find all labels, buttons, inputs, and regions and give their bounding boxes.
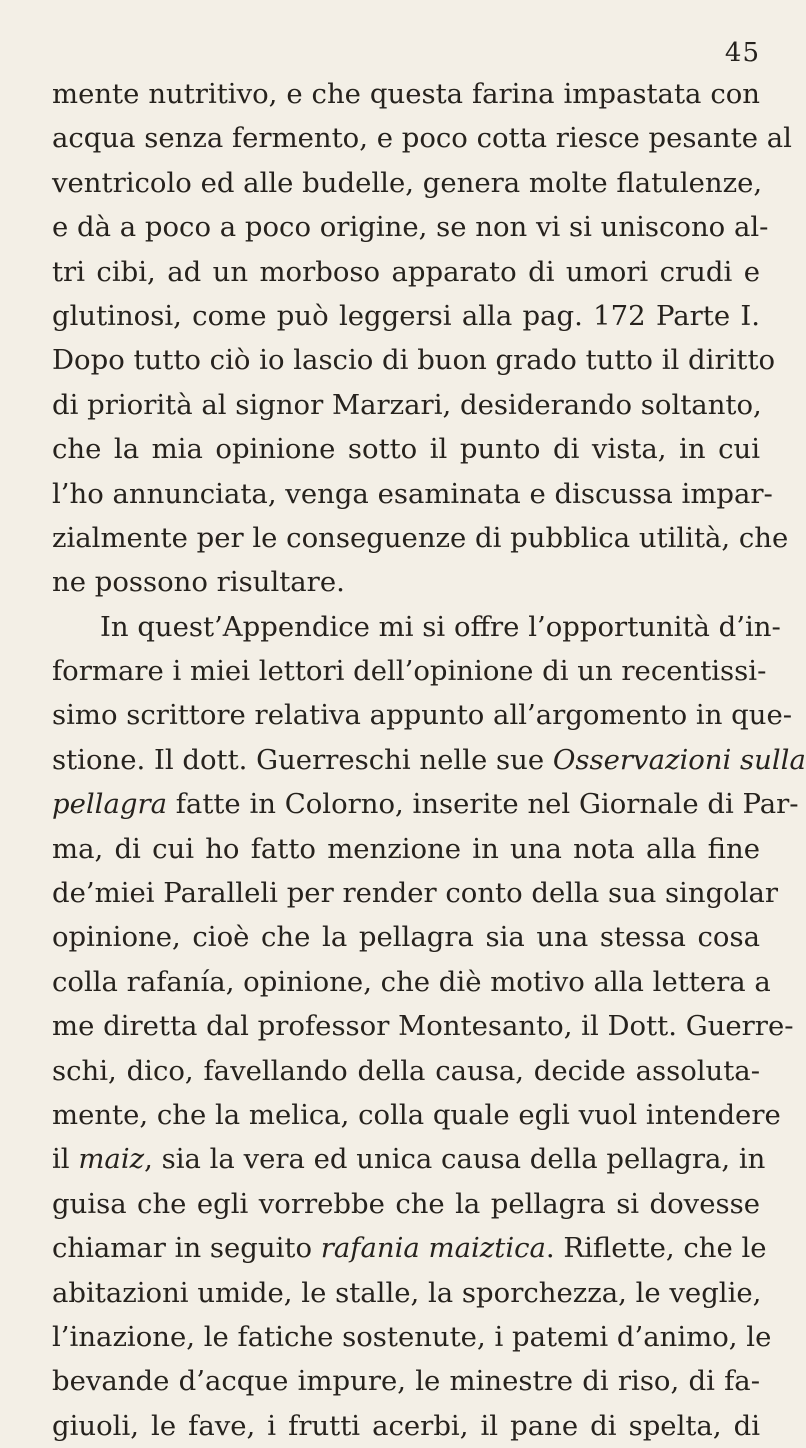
text-run: bevande d’acque impure, le minestre di riso, di fa- bbox=[52, 1365, 760, 1398]
text-run: ne possono risultare. bbox=[52, 566, 345, 599]
text-line bbox=[52, 738, 806, 782]
text-run: colla rafanía, opinione, che diè motivo alla lettera a bbox=[52, 965, 771, 998]
page-number: 45 bbox=[724, 38, 760, 68]
text-run: acqua senza fermento, e poco cotta riesce pesante al bbox=[52, 122, 792, 155]
text-line bbox=[52, 338, 776, 382]
text-line bbox=[52, 782, 799, 826]
italic-text: rafania maiztica bbox=[320, 1232, 546, 1265]
text-run: mente nutritivo, e che questa farina impastata con bbox=[52, 78, 760, 110]
text-run: abitazioni umide, le stalle, la sporchezza, le veglie, bbox=[52, 1276, 762, 1309]
text-line bbox=[52, 1093, 781, 1137]
text-run: de’miei Paralleli per render conto della sua singolar bbox=[52, 877, 779, 910]
text-line bbox=[52, 472, 773, 516]
text-run: di priorità al signor Marzari, desiderando soltanto, bbox=[52, 388, 762, 421]
text-line bbox=[52, 1182, 760, 1226]
text-line bbox=[52, 383, 760, 427]
text-run: ma, di cui ho fatto menzione in una nota alla fine bbox=[52, 832, 760, 865]
text-line bbox=[52, 560, 760, 604]
text-run: stione. Il dott. Guerreschi nelle sue bbox=[52, 743, 553, 776]
text-run: giuoli, le fave, i frutti acerbi, il pane di spelta, di bbox=[52, 1409, 760, 1442]
text-run: ventricolo ed alle budelle, genera molte flatulenze, bbox=[52, 166, 763, 199]
text-run: Dopo tutto ciò io lascio di buon grado tutto il diritto bbox=[52, 344, 776, 377]
text-line bbox=[52, 1226, 767, 1270]
text-run: formare i miei lettori dell’opinione di un recentissi- bbox=[52, 655, 767, 688]
text-line bbox=[52, 250, 760, 294]
text-run: glutinosi, come può leggersi alla pag. 172 Parte I. bbox=[52, 299, 760, 332]
text-line bbox=[52, 605, 781, 649]
text-line bbox=[52, 693, 793, 737]
text-line bbox=[52, 1137, 766, 1181]
text-line bbox=[52, 1315, 772, 1359]
italic-text: maiz bbox=[78, 1143, 145, 1176]
text-run: me diretta dal professor Montesanto, il Dott. Guerre- bbox=[52, 1010, 794, 1043]
text-line bbox=[52, 1359, 760, 1403]
text-run: simo scrittore relativa appunto all’argomento in que- bbox=[52, 699, 793, 732]
text-line bbox=[52, 161, 763, 205]
text-run: tri cibi, ad un morboso apparato di umori crudi e bbox=[52, 255, 760, 288]
text-line bbox=[52, 516, 789, 560]
text-run: l’ho annunciata, venga esaminata e discussa impar- bbox=[52, 477, 773, 510]
text-line bbox=[52, 1049, 760, 1093]
text-line bbox=[52, 871, 779, 915]
text-run: mente, che la melica, colla quale egli vuol intendere bbox=[52, 1098, 781, 1131]
text-run: . Riflette, che le bbox=[545, 1232, 767, 1265]
text-run: , sia la vera ed unica causa della pellagra, in bbox=[144, 1143, 766, 1176]
text-run: fatte in Colorno, inserite nel Giornale di Par- bbox=[167, 788, 799, 821]
text-line bbox=[52, 915, 760, 959]
text-run: opinione, cioè che la pellagra sia una stessa cosa bbox=[52, 921, 760, 954]
text-run: l’inazione, le fatiche sostenute, i patemi d’animo, le bbox=[52, 1320, 772, 1353]
text-run: chiamar in seguito bbox=[52, 1232, 321, 1265]
text-line bbox=[52, 427, 760, 471]
text-line bbox=[52, 960, 771, 1004]
text-line bbox=[52, 649, 767, 693]
body-text bbox=[52, 72, 806, 1448]
text-line bbox=[52, 294, 760, 338]
text-line bbox=[52, 1271, 760, 1315]
text-run: guisa che egli vorrebbe che la pellagra si dovesse bbox=[52, 1187, 760, 1220]
text-line bbox=[52, 827, 760, 871]
text-line bbox=[52, 1004, 794, 1048]
text-run: In quest’Appendice mi si offre l’opportunità d’in- bbox=[100, 610, 781, 643]
text-run: e dà a poco a poco origine, se non vi si uniscono al- bbox=[52, 211, 769, 244]
text-run: zialmente per le conseguenze di pubblica utilità, che bbox=[52, 521, 789, 554]
text-line bbox=[52, 205, 769, 249]
text-run: il bbox=[52, 1143, 79, 1176]
italic-text: pellagra bbox=[52, 788, 168, 821]
text-run: che la mia opinione sotto il punto di vista, in cui bbox=[52, 433, 760, 466]
italic-text: Osservazioni sulla bbox=[552, 743, 806, 776]
text-line bbox=[52, 116, 792, 160]
text-run: schi, dico, favellando della causa, decide assoluta- bbox=[52, 1054, 760, 1087]
text-line bbox=[52, 1404, 760, 1448]
text-line bbox=[52, 72, 760, 116]
